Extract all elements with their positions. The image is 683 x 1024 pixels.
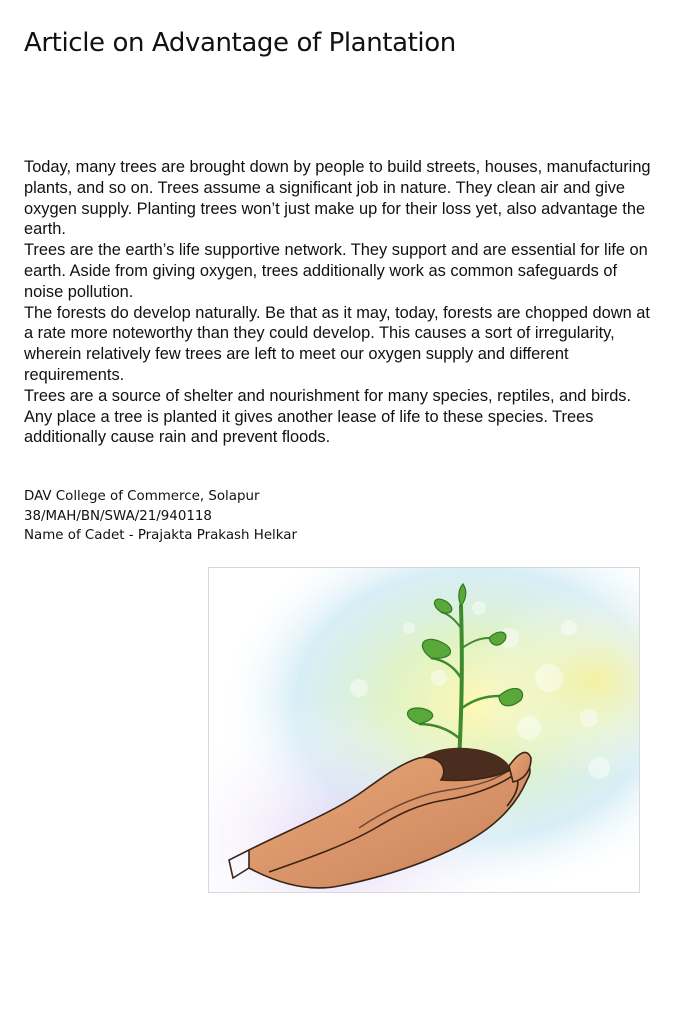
plantation-illustration — [208, 567, 640, 893]
article-line: requirements. — [24, 365, 125, 384]
page-title: Article on Advantage of Plantation — [24, 28, 456, 58]
article-line: Trees are the earth’s life supportive network. They support and are essential for life on — [24, 241, 648, 260]
article-line: earth. Aside from giving oxygen, trees additionally work as common safeguards of — [24, 261, 618, 280]
article-line: Any place a tree is planted it gives another lease of life to these species. Trees — [24, 407, 594, 426]
article-line: wherein relatively few trees are left to meet our oxygen supply and different — [24, 345, 569, 364]
article-line: Today, many trees are brought down by people to build streets, houses, manufacturing — [24, 158, 651, 176]
registration-number: 38/MAH/BN/SWA/21/940118 — [24, 508, 212, 524]
college-name: DAV College of Commerce, Solapur — [24, 489, 260, 504]
article-line: The forests do develop naturally. Be that as it may, today, forests are chopped down at — [24, 303, 650, 322]
article-line: plants, and so on. Trees assume a significant job in nature. They clean air and give — [24, 178, 626, 197]
author-credits — [24, 487, 297, 546]
article-line: Trees are a source of shelter and nourishment for many species, reptiles, and birds. — [24, 386, 632, 405]
article-line: additionally cause rain and prevent floods. — [24, 428, 331, 447]
article-line: oxygen supply. Planting trees won’t just make up for their loss yet, also advantage the — [24, 199, 646, 218]
article-body — [24, 157, 683, 448]
article-line: a rate more noteworthy than they could develop. This causes a sort of irregularity, — [24, 324, 615, 343]
article-line: noise pollution. — [24, 282, 134, 301]
hands-holding-sapling-image — [209, 568, 639, 892]
cadet-name: Name of Cadet - Prajakta Prakash Helkar — [24, 528, 298, 543]
article-line: earth. — [24, 220, 66, 239]
